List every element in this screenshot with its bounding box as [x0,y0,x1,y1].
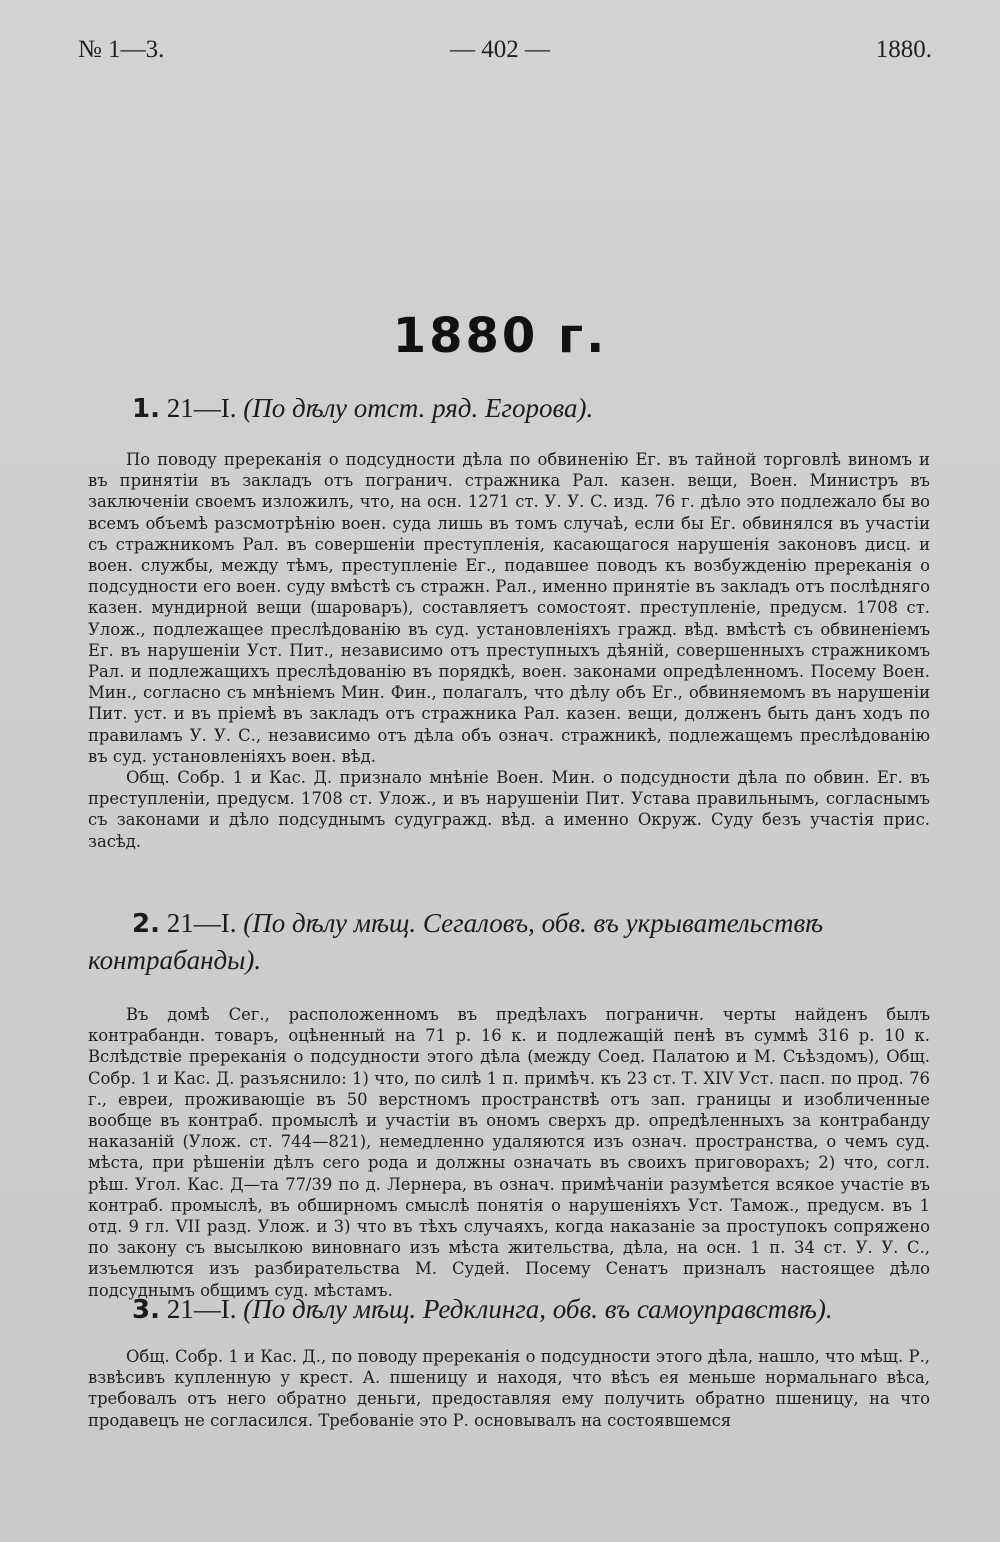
year-heading: 1880 г. [392,308,608,364]
case-title [88,1291,930,1328]
case-number: 3. [132,1295,160,1325]
case-date: 21—I. [166,393,237,423]
paragraph: Общ. Собр. 1 и Кас. Д., по поводу пререканія о подсудности этого дѣла, нашло, что мѣщ. Р., взвѣсивъ купленную у крест. А. пшеницу и находя, что вѣсъ ея меньше нормальнаго вѣса, требовалъ отъ него обратно деньги, предоставляя ему получить обратно пшеницу, на что продавецъ не согласился. Требованіе это Р. основывалъ на состоявшемся [88,1347,930,1430]
paragraph: Общ. Собр. 1 и Кас. Д. признало мнѣніе Воен. Мин. о подсудности дѣла по обвин. Ег. въ преступленіи, предусм. 1708 ст. Улож., и въ нарушеніи Пит. Устава правильнымъ, согласнымъ съ законами и дѣло подсуднымъ судугражд. вѣд. а именно Окруж. Суду безъ участія прис. засѣд. [88,768,930,851]
paragraph: По поводу пререканія о подсудности дѣла по обвиненію Ег. въ тайной торговлѣ виномъ и въ принятіи въ закладъ отъ погранич. стражника Рал. казен. вещи, Воен. Министръ въ заключеніи своемъ изложилъ, что, на осн. 1271 ст. У. У. С. изд. 76 г. дѣло это подлежало бы во всемъ объемѣ разсмотрѣнію воен. суда лишь въ томъ случаѣ, если бы Ег. обвинялся въ участіи съ стражникомъ Рал. въ совершеніи преступленія, касающагося нарушенія законовъ дисц. и воен. службы, между тѣмъ, преступленіе Ег., подавшее поводъ къ возбужденію пререканія о подсудности его воен. суду вмѣстѣ съ стражн. Рал., именно принятіе въ закладъ отъ послѣдняго казен. мундирной вещи (шароваръ), составляетъ сомостоят. преступленіе, предусм. 1708 ст. Улож., подлежащее преслѣдованію въ суд. установленіяхъ гражд. вѣд. вмѣстѣ съ обвиненіемъ Ег. въ нарушеніи Уст. Пит., независимо отъ преступныхъ дѣяній, совершенныхъ стражникомъ Рал. и подлежащихъ преслѣдованію въ порядкѣ, воен. законами опредѣленномъ. Посему Воен. Мин., согласно съ мнѣніемъ Мин. Фин., полагалъ, что дѣлу объ Ег., обвиняемомъ въ нарушеніи Пит. уст. и въ пріемѣ въ закладъ отъ стражника Рал. казен. вещи, долженъ быть данъ ходъ по правиламъ У. У. С., независимо отъ дѣла объ означ. стражникѣ, подлежащемъ преслѣдованію въ суд. установленіяхъ воен. вѣд. [88,450,930,766]
case-section-2 [88,905,930,1301]
running-header [0,36,1000,76]
case-date: 21—I. [166,1294,237,1324]
case-body [88,1346,930,1431]
case-body [88,1004,930,1301]
paragraph: Въ домѣ Сег., расположенномъ въ предѣлахъ пограничн. черты найденъ былъ контрабандн. товаръ, оцѣненный на 71 р. 16 к. и подлежащій пенѣ въ суммѣ 316 р. 10 к. Вслѣдствіе пререканія о подсудности этого дѣла (между Соед. Палатою и М. Съѣздомъ), Общ. Собр. 1 и Кас. Д. разъяснило: 1) что, по силѣ 1 п. примѣч. къ 23 ст. Т. XIV Уст. пасп. по прод. 76 г., евреи, проживающіе въ 50 верстномъ пространствѣ отъ зап. границы и изобличенные вообще въ контраб. промыслѣ и участіи въ ономъ сверхъ др. опредѣленныхъ за контрабанду наказаній (Улож. ст. 744—821), немедленно удаляются изъ означ. пространства, о чемъ суд. мѣста, при рѣшеніи дѣлъ сего рода и должны означать въ своихъ приговорахъ; 2) что, согл. рѣш. Угол. Кас. Д—та 77/39 по д. Лернера, въ означ. примѣчаніи разумѣется всякое участіе въ контраб. промыслѣ, въ обширномъ смыслѣ понятія о нарушеніяхъ Уст. Тамож., предусм. въ 1 отд. 9 гл. VII разд. Улож. и 3) что въ тѣхъ случаяхъ, когда наказаніе за проступокъ сопряжено по закону съ высылкою виновнаго изъ мѣста жительства, дѣла, на осн. 1 п. 34 ст. У. У. С., изъемлются изъ разбирательства М. Судей. Посему Сенатъ призналъ настоящее дѣло подсуднымъ общимъ суд. мѣстамъ. [88,1005,930,1300]
case-title [88,390,930,427]
case-subject: (По дѣлу мѣщ. Редклинга, обв. въ самоуправствѣ). [243,1294,833,1324]
case-title [88,905,930,978]
case-subject: (По дѣлу мѣщ. Сегаловъ, обв. въ укрывательствѣ контрабанды). [88,908,824,975]
issue-number: № 1—3. [78,36,165,63]
case-number: 2. [132,909,160,939]
case-date: 21—I. [166,908,237,938]
case-number: 1. [132,394,160,424]
case-subject: (По дѣлу отст. ряд. Егорова). [243,393,594,423]
case-body [88,449,930,852]
page-number: — 402 — [450,36,550,63]
header-year: 1880. [875,36,932,63]
case-section-3 [88,1291,930,1431]
case-section-1 [88,390,930,852]
